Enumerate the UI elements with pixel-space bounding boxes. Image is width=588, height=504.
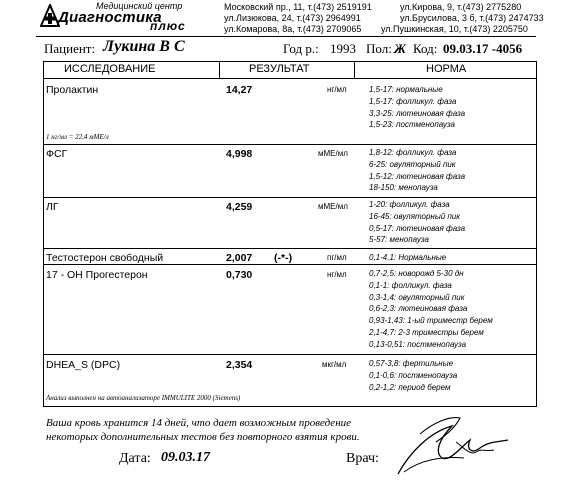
date-label: Дата: [119, 451, 151, 466]
column-header-result: РЕЗУЛЬТАТ [249, 63, 310, 75]
norm-line: 1,5-23: постменопауза [369, 120, 456, 130]
norm-line: 3,3-25: лютеиновая фаза [369, 108, 466, 118]
row-divider [43, 264, 537, 265]
norm-line: 0,2-1,2: период берем [369, 382, 451, 392]
logo-small-text: Медицинский центр [96, 1, 183, 11]
address-line: ул.Кирова, 9, т.(473) 2775280 [400, 2, 522, 12]
address-line: ул.Брусилова, 3 б, т.(473) 2474733 [400, 13, 544, 23]
norm-line: 0,7-2,5: новорожд 5-30 дн [369, 269, 464, 278]
test-unit: пг/мл [327, 253, 347, 262]
code-label: Код: [413, 41, 438, 56]
test-result: 2,354 [226, 359, 253, 371]
test-name: Пролактин [46, 84, 99, 96]
row-divider [43, 144, 537, 145]
norm-line: 0,1-0,6: постменопауза [369, 370, 458, 380]
reference-norms [369, 84, 465, 131]
table-bottom-border [43, 406, 537, 407]
header-col-sep [354, 61, 355, 78]
table-top-border [43, 61, 537, 62]
reference-norms [369, 358, 457, 393]
norm-line: 1-20: фолликул. фаза [369, 200, 450, 209]
notice-line: некоторых дополнительных тестов без повторного взятия крови. [46, 431, 360, 443]
result-flag: (-*-) [274, 252, 293, 264]
report-date: 09.03.17 [161, 450, 210, 465]
test-result: 2,007 [226, 252, 253, 264]
norm-line: 1,5-12: лютеиновая фаза [369, 171, 466, 181]
reference-norms [369, 252, 446, 264]
norm-line: 1,5-17: фолликул. фаза [369, 96, 457, 106]
norm-line: 0,6-2,3: лютеиновая фаза [369, 304, 468, 314]
patient-name: Лукина В С [103, 38, 185, 55]
test-result: 4,998 [226, 148, 253, 160]
test-name: ФСГ [46, 148, 68, 160]
test-name: ЛГ [46, 201, 59, 213]
sex-label: Пол: [366, 41, 392, 56]
test-name: DHEA_S (DPC) [46, 359, 121, 371]
norm-line: 16-45: овуляторный пик [369, 211, 461, 221]
test-result: 4,259 [226, 201, 253, 213]
logo-main-text: Диагностика [58, 9, 162, 26]
norm-line: 0,57-3,8: фертильные [369, 359, 454, 368]
address-line: ул.Пушкинская, 10, т.(473) 2205750 [381, 24, 528, 34]
patient-label: Пациент: [44, 41, 96, 56]
notice-line: Ваша кровь хранится 14 дней, что дает возможным проведение [46, 417, 352, 429]
test-name: 17 - ОН Прогестерон [46, 269, 148, 281]
table-header-border [43, 78, 537, 79]
sex-value: Ж [394, 41, 406, 56]
reference-norms [369, 147, 465, 194]
logo-sub-text: плюс [150, 19, 186, 33]
row-divider [43, 248, 537, 249]
norm-line: 0,3-1,4: овуляторный пик [369, 292, 465, 302]
birth-year-label: Год р.: [283, 41, 319, 56]
address-line: ул.Лизюкова, 24, т.(473) 2964991 [224, 13, 361, 23]
row-divider [43, 197, 537, 198]
test-note: 1 нг/мл = 22,4 мМЕ/л [46, 133, 109, 141]
test-result: 0,730 [226, 269, 253, 281]
norm-line: 18-150: менопауза [369, 183, 438, 193]
header-col-sep [219, 61, 220, 78]
address-line: Московский пр., 11, т.(473) 2519191 [224, 2, 372, 12]
test-result: 14,27 [226, 84, 253, 96]
test-unit: мМЕ/мл [318, 202, 348, 211]
norm-line: 0,13-0,51: постменопауза [369, 339, 467, 349]
norm-line: 0,1-1: фолликул. фаза [369, 280, 452, 290]
norm-line: 5-57: менопауза [369, 235, 429, 245]
patient-code: 09.03.17 -4056 [443, 41, 523, 56]
test-unit: мкг/мл [322, 360, 347, 369]
norm-line: 0,93-1,43: 1-ый триместр берем [369, 316, 493, 326]
norm-line: 0,5-17: лютеиновая фаза [369, 223, 466, 233]
norm-line: 1,8-12: фолликул. фаза [369, 148, 457, 157]
norm-line: 6-25: овуляторный пик [369, 159, 456, 169]
table-right-border [536, 61, 537, 407]
plus-cross-icon [40, 4, 60, 28]
reference-norms [369, 268, 493, 351]
doctor-signature [390, 412, 520, 482]
norm-line: 1,5-17: нормальные [369, 85, 443, 94]
row-divider [43, 354, 537, 355]
birth-year: 1993 [330, 41, 356, 56]
test-unit: нг/мл [327, 85, 347, 94]
test-unit: нг/мл [327, 270, 347, 279]
column-header-test: ИССЛЕДОВАНИЕ [64, 63, 156, 75]
norm-line: 2,1-4,7: 2-3 триместры берем [369, 327, 484, 337]
table-left-border [43, 61, 44, 407]
norm-line: 0,1-4,1: Нормальные [369, 253, 447, 262]
test-name: Тестостерон свободный [46, 252, 164, 264]
test-unit: мМЕ/мл [318, 149, 348, 158]
logo [40, 2, 212, 32]
address-line: ул.Комарова, 8а, т.(473) 2709065 [224, 24, 362, 34]
reference-norms [369, 199, 465, 246]
analyzer-note: Анализ выполнен на автоанализаторе IMMULITE 2000 (Siemens) [46, 394, 241, 402]
header-divider [36, 36, 536, 37]
column-header-norm: НОРМА [426, 63, 467, 75]
doctor-label: Врач: [346, 451, 379, 466]
